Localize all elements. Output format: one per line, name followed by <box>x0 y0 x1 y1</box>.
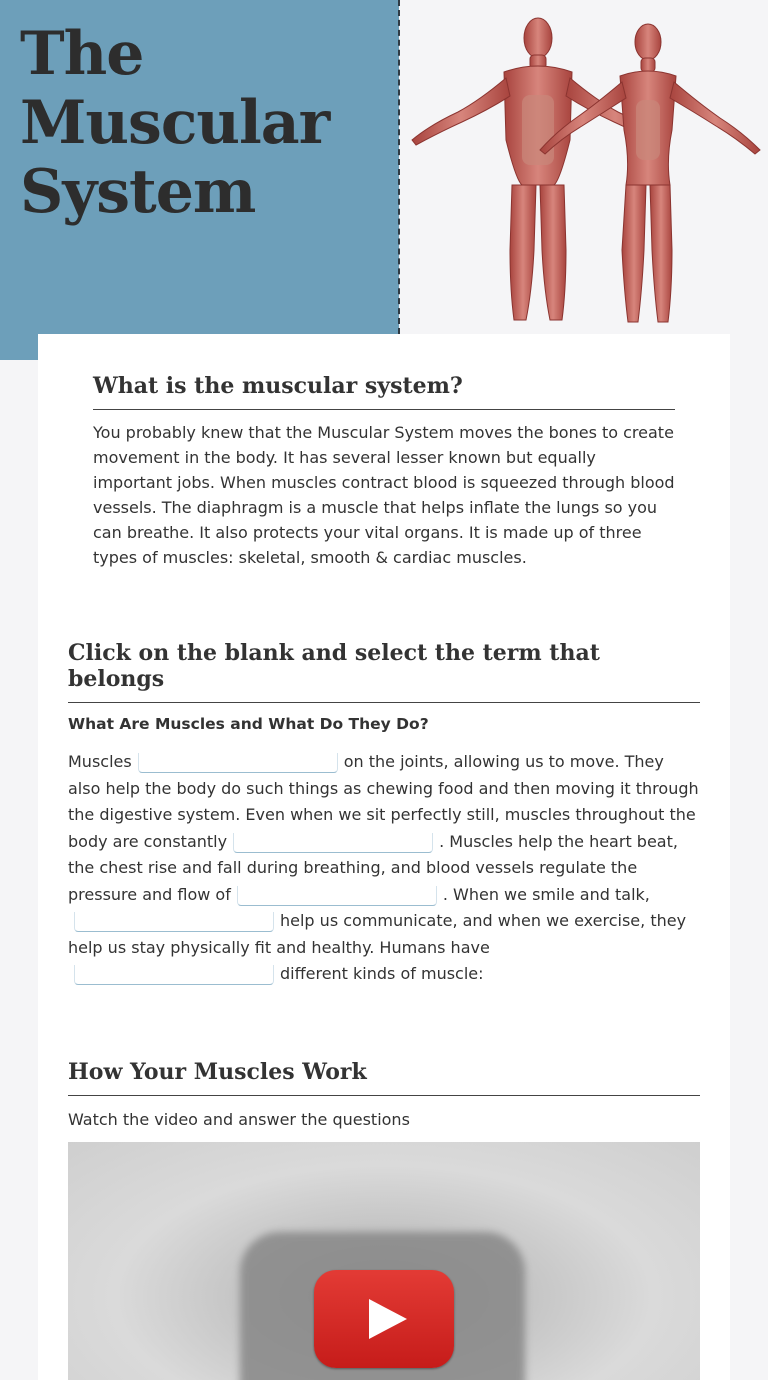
video-section <box>68 1058 700 1132</box>
youtube-play-button[interactable] <box>314 1270 454 1368</box>
text-segment: . When we smile and talk, <box>442 884 650 904</box>
worksheet-card <box>38 334 730 1380</box>
text-segment: on the joints, allowing us to move. They also help the body do such things as chewing food and then moving it through the digestive system. Even when we sit perfectly still, muscles throughout the body are constantly <box>68 752 699 851</box>
exercise-subheading: What Are Muscles and What Do They Do? <box>68 715 429 733</box>
page-title: The Muscular System <box>20 19 330 227</box>
text-segment: . Muscles help the heart beat, the chest rise and fall during breathing, and blood vessels regulate the pressure and flow of <box>68 831 678 904</box>
blank-dropdown-4[interactable] <box>74 912 274 932</box>
intro-body: You probably knew that the Muscular System moves the bones to create movement in the body. It has several lesser known but equally important jobs. When muscles contract blood is squeezed through blood vessels. The diaphragm is a muscle that helps inflate the lungs so you can breathe. It also protects your vital organs. It is made up of three types of muscles: skeletal, smooth & cardiac muscles. <box>93 423 675 567</box>
video-heading: How Your Muscles Work <box>68 1058 700 1096</box>
youtube-play-icon <box>369 1299 407 1339</box>
blank-dropdown-3[interactable] <box>237 886 437 906</box>
video-instructions: Watch the video and answer the questions <box>68 1110 410 1129</box>
exercise-heading: Click on the blank and select the term that belongs <box>68 640 700 703</box>
intro-section <box>93 372 675 570</box>
video-player[interactable] <box>68 1142 700 1380</box>
blank-dropdown-5[interactable] <box>74 965 274 985</box>
fill-blank-paragraph <box>68 749 700 988</box>
text-segment: help us communicate, and when we exercise, they help us stay physically fit and healthy. Humans have <box>68 911 687 957</box>
intro-heading: What is the muscular system? <box>93 372 675 410</box>
text-segment: different kinds of muscle: <box>280 964 484 983</box>
blank-dropdown-2[interactable] <box>233 833 433 853</box>
fill-blank-section <box>68 640 700 988</box>
muscular-figures-illustration <box>400 0 768 334</box>
text-segment: Muscles <box>68 752 132 771</box>
blank-dropdown-1[interactable] <box>138 753 338 773</box>
muscular-figures-image <box>400 0 768 334</box>
